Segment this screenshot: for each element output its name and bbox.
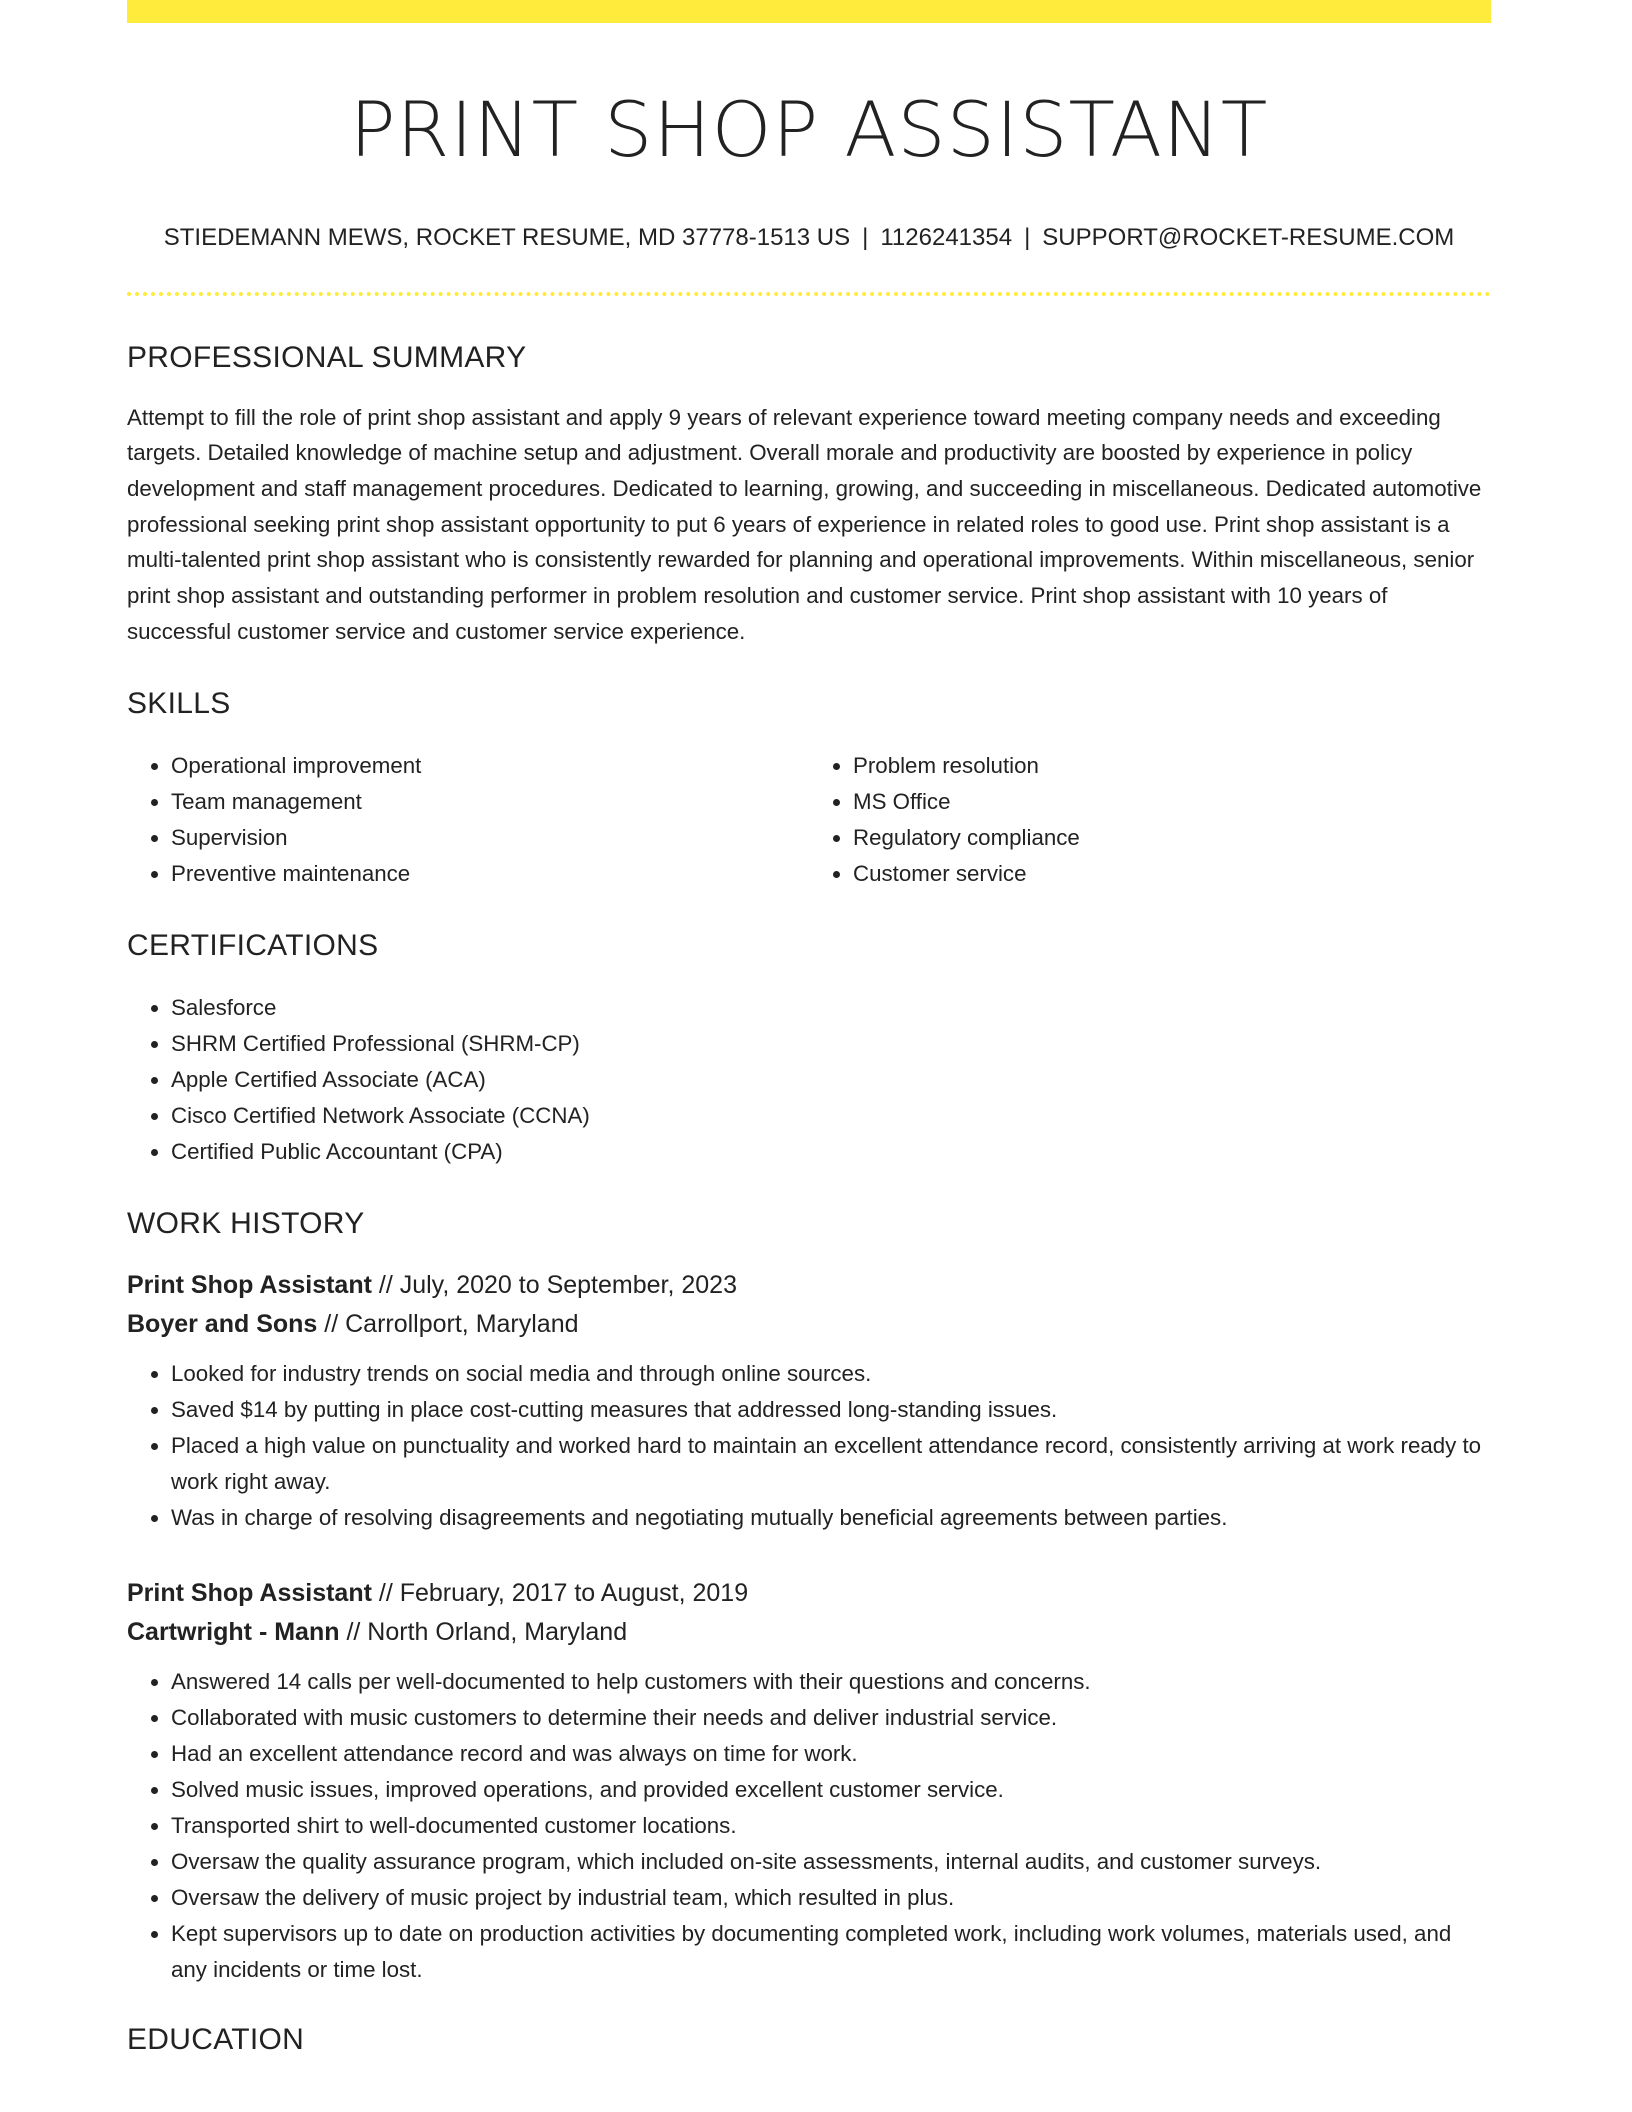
summary-text: Attempt to fill the role of print shop assistant and apply 9 years of relevant experience toward meeting company needs and exceeding targets. Detailed knowledge of machine setup and adjustment. Overall morale and productivity are boosted by experience in policy development and staff management procedures. Dedicated to learning, growing, and succeeding in miscellaneous. Dedicated automotive professional seeking print shop assistant opportunity to put 6 years of experience in related roles to good use. Print shop assistant is a multi-talented print shop assistant who is consistently rewarded for planning and operational improvements. Within miscellaneous, senior print shop assistant and outstanding performer in problem resolution and customer service. Print shop assistant with 10 years of successful customer service and customer service experience. [127,404,1482,644]
job-dates: // February, 2017 to August, 2019 [371,1578,749,1607]
certifications-list [127,990,1491,1170]
skills-list-right [809,748,1491,892]
list-item: • Answered 14 calls per well-documented to help customers with their questions and concerns. [171,1664,1491,1700]
job-bullets [127,1356,1491,1536]
list-item: • Oversaw the quality assurance program, which included on-site assessments, internal audits, and customer surveys. [171,1844,1491,1880]
resume-page [127,0,1491,2112]
job-location: // Carrollport, Maryland [317,1309,579,1338]
job-entry [127,1266,1491,1536]
resume-title: PRINT SHOP ASSISTANT [349,85,1269,174]
summary-heading: PROFESSIONAL SUMMARY [127,340,527,374]
list-item: • Placed a high value on punctuality and worked hard to maintain an excellent attendance record, consistently arriving at work ready to work right away. [171,1428,1491,1500]
list-item: • SHRM Certified Professional (SHRM-CP) [171,1026,1491,1062]
list-item: • Problem resolution [853,748,1491,784]
contact-address: STIEDEMANN MEWS, ROCKET RESUME, MD 37778-1513 US [163,224,851,252]
list-item: • Supervision [171,820,809,856]
job-bullets [127,1664,1491,1988]
list-item: • Had an excellent attendance record and was always on time for work. [171,1736,1491,1772]
job-dates: // July, 2020 to September, 2023 [371,1270,737,1299]
job-location: // North Orland, Maryland [339,1617,628,1646]
contact-separator: | [862,224,869,252]
job-role: Print Shop Assistant [127,1270,372,1299]
contact-email: SUPPORT@ROCKET-RESUME.COM [1042,224,1455,252]
dotted-divider [127,292,1491,296]
list-item: • Solved music issues, improved operations, and provided excellent customer service. [171,1772,1491,1808]
contact-line [127,222,1491,253]
certifications-heading: CERTIFICATIONS [127,928,379,962]
list-item: • Operational improvement [171,748,809,784]
job-role-line [127,1266,1491,1305]
list-item: • Certified Public Accountant (CPA) [171,1134,1491,1170]
work-history-heading: WORK HISTORY [127,1206,365,1240]
job-company-line [127,1613,1491,1652]
list-item: • Regulatory compliance [853,820,1491,856]
list-item: • Customer service [853,856,1491,892]
job-entry [127,1574,1491,1988]
accent-bar [127,0,1491,23]
contact-phone: 1126241354 [880,224,1013,252]
list-item: • Oversaw the delivery of music project by industrial team, which resulted in plus. [171,1880,1491,1916]
skills-heading: SKILLS [127,686,231,720]
list-item: • Preventive maintenance [171,856,809,892]
skills-list-left [127,748,809,892]
job-company-line [127,1305,1491,1344]
skills-columns [127,748,1491,892]
education-heading: EDUCATION [127,2022,305,2056]
contact-separator: | [1024,224,1031,252]
list-item: • MS Office [853,784,1491,820]
list-item: • Transported shirt to well-documented customer locations. [171,1808,1491,1844]
job-company: Boyer and Sons [127,1309,318,1338]
list-item: • Apple Certified Associate (ACA) [171,1062,1491,1098]
list-item: • Team management [171,784,809,820]
job-role-line [127,1574,1491,1613]
job-company: Cartwright - Mann [127,1617,340,1646]
list-item: • Salesforce [171,990,1491,1026]
list-item: • Was in charge of resolving disagreements and negotiating mutually beneficial agreements between parties. [171,1500,1491,1536]
job-role: Print Shop Assistant [127,1578,372,1607]
list-item: • Saved $14 by putting in place cost-cutting measures that addressed long-standing issues. [171,1392,1491,1428]
list-item: • Kept supervisors up to date on production activities by documenting completed work, including work volumes, materials used, and any incidents or time lost. [171,1916,1491,1988]
list-item: • Collaborated with music customers to determine their needs and deliver industrial service. [171,1700,1491,1736]
list-item: • Cisco Certified Network Associate (CCNA) [171,1098,1491,1134]
list-item: • Looked for industry trends on social media and through online sources. [171,1356,1491,1392]
